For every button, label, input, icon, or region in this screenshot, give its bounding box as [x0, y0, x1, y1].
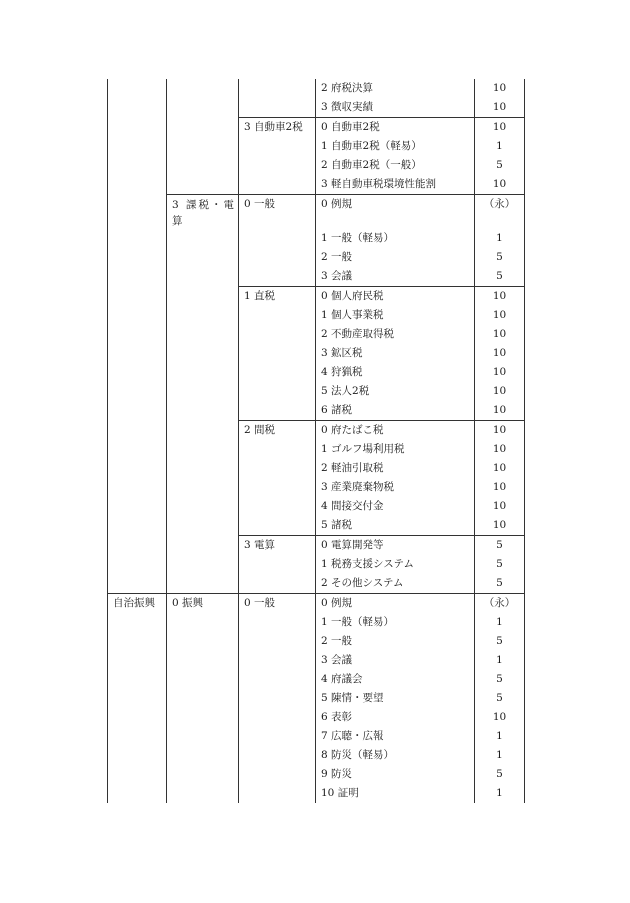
subcategory-cell [167, 670, 239, 689]
subcategory-cell [167, 421, 239, 441]
subcategory-cell [167, 689, 239, 708]
retention-years-cell: 10 [475, 325, 525, 344]
table-row [108, 98, 525, 118]
division-cell [239, 632, 316, 651]
division-cell: 2 間税 [239, 421, 316, 441]
subcategory-cell [167, 248, 239, 267]
table-row [108, 325, 525, 344]
item-cell: 1 個人事業税 [316, 306, 475, 325]
category-cell [108, 516, 167, 536]
retention-years-cell: 5 [475, 574, 525, 594]
retention-years-cell: 1 [475, 784, 525, 803]
category-cell [108, 574, 167, 594]
table-row [108, 137, 525, 156]
division-cell [239, 574, 316, 594]
table-row [108, 287, 525, 307]
category-cell [108, 459, 167, 478]
division-cell: 3 自動車2税 [239, 118, 316, 138]
subcategory-cell [167, 459, 239, 478]
subcategory-cell [167, 478, 239, 497]
division-cell: 3 電算 [239, 536, 316, 556]
table-row [108, 708, 525, 727]
subcategory-cell [167, 746, 239, 765]
subcategory-cell [167, 344, 239, 363]
category-cell [108, 267, 167, 287]
table-row [108, 689, 525, 708]
subcategory-cell [167, 137, 239, 156]
retention-years-cell: 1 [475, 613, 525, 632]
retention-years-cell: 10 [475, 421, 525, 441]
category-cell [108, 670, 167, 689]
subcategory-cell: 3 課税・電算 [167, 195, 239, 230]
category-cell [108, 613, 167, 632]
category-cell [108, 363, 167, 382]
retention-years-cell: 1 [475, 727, 525, 746]
division-cell [239, 727, 316, 746]
division-cell [239, 325, 316, 344]
table-row [108, 421, 525, 441]
item-cell: 0 自動車2税 [316, 118, 475, 138]
category-cell [108, 536, 167, 556]
subcategory-cell [167, 79, 239, 98]
item-cell: 1 自動車2税（軽易） [316, 137, 475, 156]
category-cell [108, 555, 167, 574]
category-cell [108, 137, 167, 156]
subcategory-cell [167, 401, 239, 421]
item-cell: 1 一般（軽易） [316, 613, 475, 632]
subcategory-cell [167, 440, 239, 459]
item-cell: 2 一般 [316, 248, 475, 267]
item-cell: 3 徴収実績 [316, 98, 475, 118]
category-cell [108, 382, 167, 401]
subcategory-cell [167, 784, 239, 803]
division-cell [239, 555, 316, 574]
subcategory-cell [167, 613, 239, 632]
subcategory-cell [167, 708, 239, 727]
division-cell [239, 459, 316, 478]
category-cell [108, 98, 167, 118]
table-row [108, 267, 525, 287]
retention-years-cell: 10 [475, 497, 525, 516]
item-cell: 0 府たばこ税 [316, 421, 475, 441]
item-cell: 6 諸税 [316, 401, 475, 421]
division-cell [239, 516, 316, 536]
table-row [108, 156, 525, 175]
item-cell: 1 一般（軽易） [316, 229, 475, 248]
table-row [108, 727, 525, 746]
category-cell [108, 784, 167, 803]
table-row [108, 229, 525, 248]
item-cell: 5 諸税 [316, 516, 475, 536]
table-row [108, 613, 525, 632]
retention-years-cell: 10 [475, 79, 525, 98]
retention-years-cell: 5 [475, 632, 525, 651]
division-cell [239, 497, 316, 516]
category-cell [108, 689, 167, 708]
category-cell [108, 727, 167, 746]
item-cell: 2 一般 [316, 632, 475, 651]
division-cell [239, 98, 316, 118]
retention-schedule-table [107, 79, 525, 803]
division-cell: 0 一般 [239, 594, 316, 614]
category-cell [108, 421, 167, 441]
retention-years-cell: 10 [475, 118, 525, 138]
division-cell [239, 175, 316, 195]
division-cell [239, 746, 316, 765]
division-cell [239, 156, 316, 175]
item-cell: 1 税務支援システム [316, 555, 475, 574]
retention-years-cell: 5 [475, 156, 525, 175]
table-row [108, 651, 525, 670]
category-cell [108, 118, 167, 138]
item-cell: 4 間接交付金 [316, 497, 475, 516]
retention-years-cell: 1 [475, 229, 525, 248]
item-cell: 2 不動産取得税 [316, 325, 475, 344]
item-cell: 1 ゴルフ場利用税 [316, 440, 475, 459]
subcategory-cell [167, 98, 239, 118]
retention-years-cell: 1 [475, 137, 525, 156]
division-cell [239, 401, 316, 421]
retention-years-cell: 10 [475, 382, 525, 401]
division-cell [239, 137, 316, 156]
item-cell: 0 個人府民税 [316, 287, 475, 307]
category-cell [108, 632, 167, 651]
retention-years-cell: 5 [475, 689, 525, 708]
category-cell [108, 478, 167, 497]
division-cell [239, 651, 316, 670]
retention-years-cell: 10 [475, 175, 525, 195]
subcategory-cell [167, 651, 239, 670]
table-row [108, 195, 525, 230]
category-cell [108, 708, 167, 727]
table-row [108, 632, 525, 651]
retention-years-cell: 5 [475, 536, 525, 556]
item-cell: 6 表彰 [316, 708, 475, 727]
table-row [108, 382, 525, 401]
retention-years-cell: 5 [475, 555, 525, 574]
item-cell: 3 軽自動車税環境性能割 [316, 175, 475, 195]
item-cell: 10 証明 [316, 784, 475, 803]
item-cell: 3 鉱区税 [316, 344, 475, 363]
division-cell [239, 344, 316, 363]
division-cell [239, 478, 316, 497]
table-row [108, 401, 525, 421]
table-row [108, 765, 525, 784]
subcategory-cell [167, 363, 239, 382]
category-cell [108, 79, 167, 98]
item-cell: 0 例規 [316, 594, 475, 614]
subcategory-cell [167, 574, 239, 594]
category-cell [108, 746, 167, 765]
subcategory-cell [167, 325, 239, 344]
category-cell [108, 497, 167, 516]
table-row [108, 440, 525, 459]
retention-years-cell: 1 [475, 746, 525, 765]
category-cell: 自治振興 [108, 594, 167, 614]
category-cell [108, 248, 167, 267]
retention-years-cell: 10 [475, 440, 525, 459]
item-cell: 8 防災（軽易） [316, 746, 475, 765]
division-cell [239, 670, 316, 689]
retention-years-cell: 10 [475, 306, 525, 325]
division-cell: 0 一般 [239, 195, 316, 230]
table-row [108, 555, 525, 574]
retention-years-cell: 1 [475, 651, 525, 670]
retention-years-cell: 10 [475, 478, 525, 497]
subcategory-cell [167, 632, 239, 651]
retention-years-cell: 10 [475, 401, 525, 421]
retention-years-cell: 5 [475, 765, 525, 784]
table-row [108, 79, 525, 98]
item-cell: 3 会議 [316, 267, 475, 287]
item-cell: 4 狩猟税 [316, 363, 475, 382]
division-cell [239, 79, 316, 98]
division-cell [239, 708, 316, 727]
retention-years-cell: 5 [475, 267, 525, 287]
division-cell [239, 267, 316, 287]
division-cell [239, 248, 316, 267]
table-row [108, 497, 525, 516]
item-cell: 0 例規 [316, 195, 475, 230]
retention-years-cell: 10 [475, 459, 525, 478]
category-cell [108, 765, 167, 784]
subcategory-cell [167, 175, 239, 195]
item-cell: 5 法人2税 [316, 382, 475, 401]
category-cell [108, 306, 167, 325]
category-cell [108, 175, 167, 195]
item-cell: 5 陳情・要望 [316, 689, 475, 708]
division-cell [239, 382, 316, 401]
retention-years-cell: 5 [475, 670, 525, 689]
subcategory-cell [167, 765, 239, 784]
category-cell [108, 401, 167, 421]
subcategory-cell: 0 振興 [167, 594, 239, 614]
category-cell [108, 440, 167, 459]
division-cell: 1 直税 [239, 287, 316, 307]
subcategory-cell [167, 727, 239, 746]
category-cell [108, 344, 167, 363]
subcategory-cell [167, 118, 239, 138]
table-body [108, 79, 525, 803]
item-cell: 4 府議会 [316, 670, 475, 689]
retention-years-cell: 5 [475, 248, 525, 267]
category-cell [108, 156, 167, 175]
item-cell: 3 産業廃棄物税 [316, 478, 475, 497]
table-row [108, 344, 525, 363]
category-cell [108, 229, 167, 248]
table-row [108, 478, 525, 497]
subcategory-cell [167, 536, 239, 556]
table-row [108, 306, 525, 325]
table-row [108, 118, 525, 138]
item-cell: 0 電算開発等 [316, 536, 475, 556]
division-cell [239, 229, 316, 248]
division-cell [239, 784, 316, 803]
category-cell [108, 195, 167, 230]
item-cell: 2 軽油引取税 [316, 459, 475, 478]
table-row [108, 363, 525, 382]
table-row [108, 784, 525, 803]
division-cell [239, 765, 316, 784]
retention-years-cell: 10 [475, 516, 525, 536]
subcategory-cell [167, 229, 239, 248]
item-cell: 2 府税決算 [316, 79, 475, 98]
retention-years-cell: 10 [475, 98, 525, 118]
table-row [108, 248, 525, 267]
table-row [108, 670, 525, 689]
category-cell [108, 287, 167, 307]
item-cell: 2 その他システム [316, 574, 475, 594]
table-row [108, 536, 525, 556]
retention-years-cell: 10 [475, 287, 525, 307]
retention-years-cell: 10 [475, 344, 525, 363]
item-cell: 2 自動車2税（一般） [316, 156, 475, 175]
table-row [108, 516, 525, 536]
item-cell: 9 防災 [316, 765, 475, 784]
table-row [108, 746, 525, 765]
subcategory-cell [167, 555, 239, 574]
item-cell: 3 会議 [316, 651, 475, 670]
division-cell [239, 689, 316, 708]
division-cell [239, 613, 316, 632]
division-cell [239, 440, 316, 459]
retention-years-cell: 10 [475, 363, 525, 382]
table-row [108, 574, 525, 594]
table-row [108, 175, 525, 195]
subcategory-cell [167, 306, 239, 325]
item-cell: 7 広聴・広報 [316, 727, 475, 746]
retention-years-cell: 10 [475, 708, 525, 727]
division-cell [239, 363, 316, 382]
subcategory-cell [167, 287, 239, 307]
subcategory-cell [167, 497, 239, 516]
retention-years-cell: （永） [475, 594, 525, 614]
retention-years-cell: （永） [475, 195, 525, 230]
subcategory-cell [167, 382, 239, 401]
table-row [108, 594, 525, 614]
subcategory-cell [167, 267, 239, 287]
subcategory-cell [167, 156, 239, 175]
category-cell [108, 651, 167, 670]
category-cell [108, 325, 167, 344]
table-row [108, 459, 525, 478]
subcategory-cell [167, 516, 239, 536]
division-cell [239, 306, 316, 325]
